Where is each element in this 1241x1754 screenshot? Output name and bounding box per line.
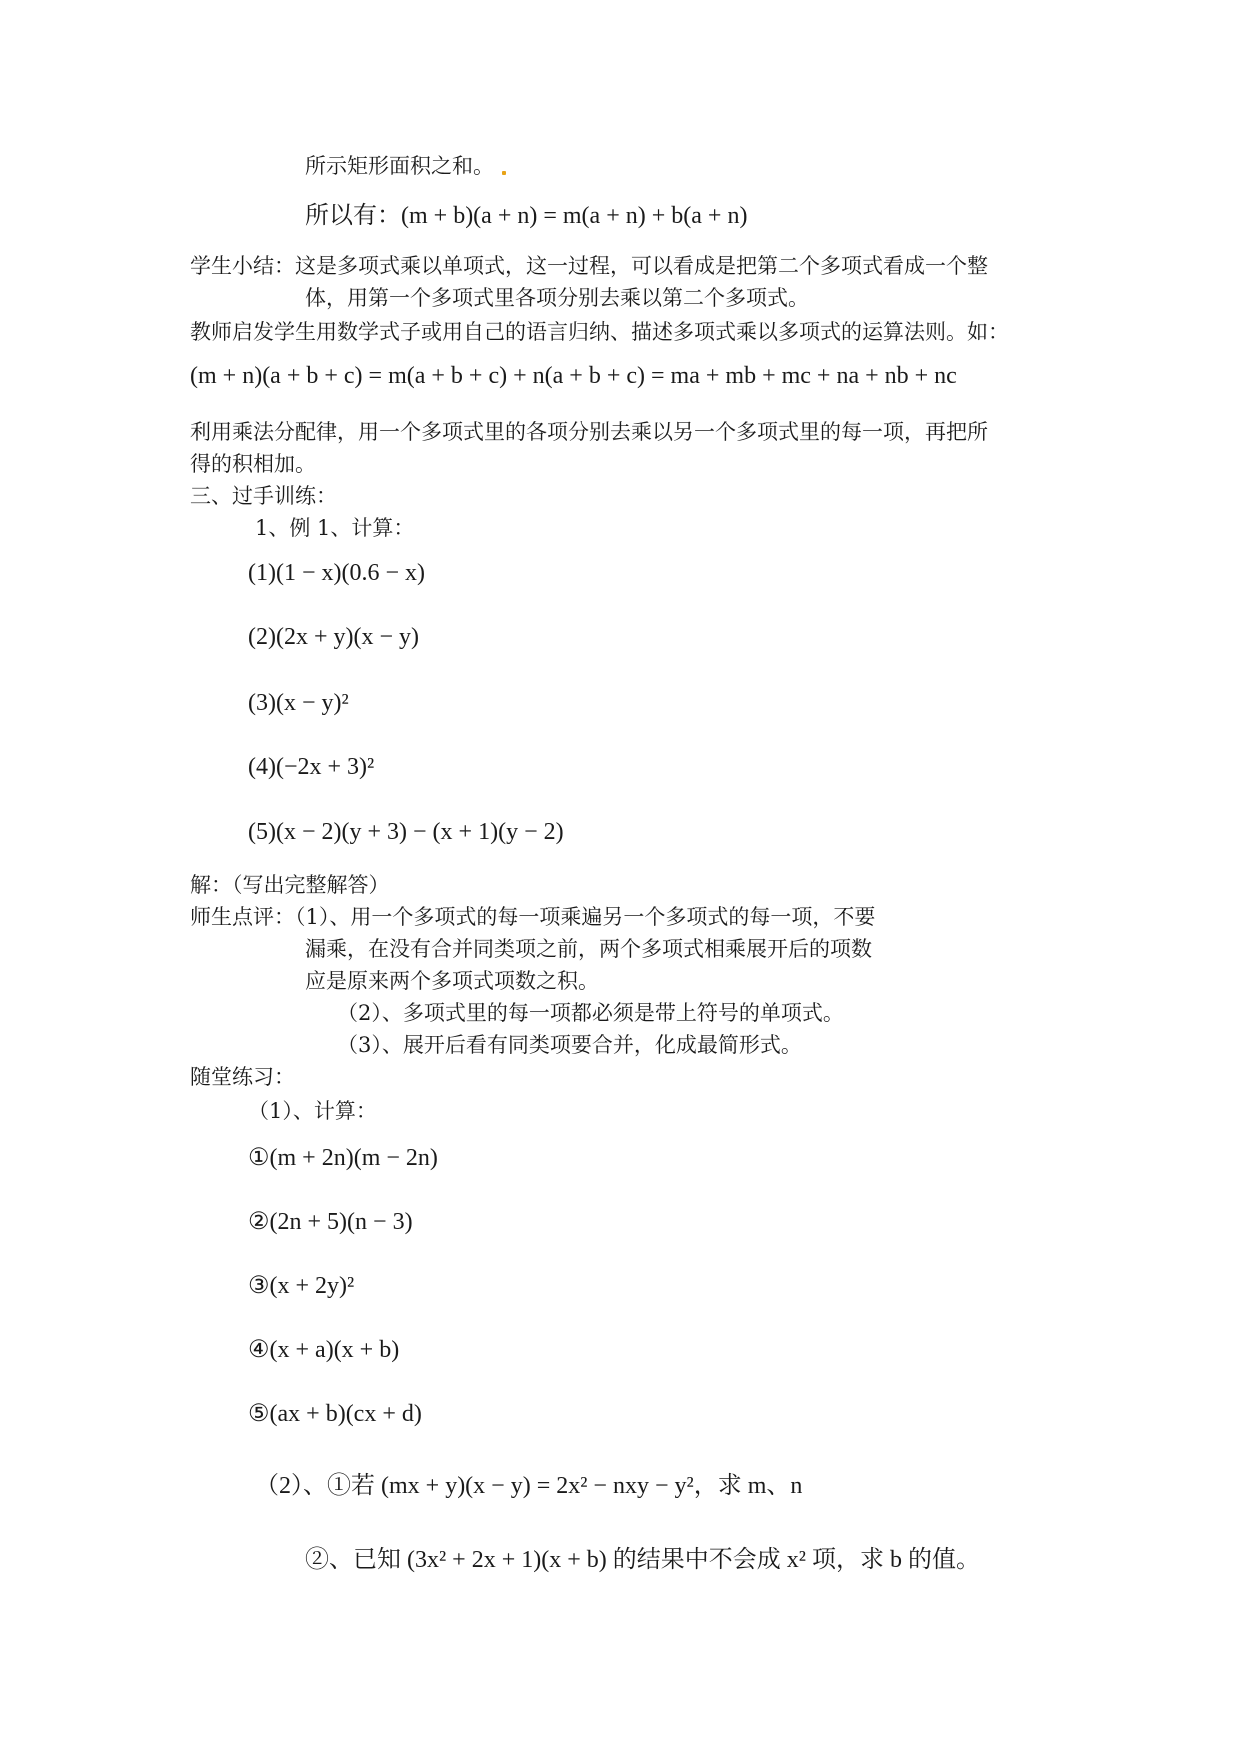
text-line: 漏乘，在没有合并同类项之前，两个多项式相乘展开后的项数 — [305, 937, 872, 961]
text-line: 解：（写出完整解答） — [190, 873, 390, 897]
formula-line: ②(2n + 5)(n − 3) — [248, 1209, 413, 1235]
text-line: （1）、计算： — [248, 1099, 377, 1123]
section-heading: 随堂练习： — [190, 1065, 295, 1089]
text-line: （2）、多项式里的每一项都必须是带上符号的单项式。 — [337, 1001, 844, 1025]
formula-line: ②、已知 (3x² + 2x + 1)(x + b) 的结果中不会成 x² 项，求 b 的值。 — [305, 1547, 980, 1573]
text-line: 学生小结：这是多项式乘以单项式，这一过程，可以看成是把第二个多项式看成一个整 — [190, 254, 988, 278]
formula-line: (1)(1 − x)(0.6 − x) — [248, 560, 426, 586]
text-line: （3）、展开后看有同类项要合并，化成最简形式。 — [337, 1033, 802, 1057]
text-line: 师生点评：（1）、用一个多项式的每一项乘遍另一个多项式的每一项，不要 — [190, 905, 876, 929]
section-heading: 三、过手训练： — [190, 484, 337, 508]
formula-line: ①(m + 2n)(m − 2n) — [248, 1145, 438, 1171]
highlight-mark — [502, 171, 506, 175]
formula-line: ⑤(ax + b)(cx + d) — [248, 1401, 422, 1427]
text-line: 所示矩形面积之和。 — [305, 152, 506, 180]
text-line: 应是原来两个多项式项数之积。 — [305, 969, 599, 993]
formula-line: (4)(−2x + 3)² — [248, 754, 375, 780]
formula-line: (3)(x − y)² — [248, 690, 349, 716]
formula-line: （2）、①若 (mx + y)(x − y) = 2x² − nxy − y²，求 m、n — [255, 1473, 803, 1499]
text-line: 教师启发学生用数学式子或用自己的语言归纳、描述多项式乘以多项式的运算法则。如： — [190, 320, 1009, 344]
text-line: 得的积相加。 — [190, 452, 316, 476]
formula-line: 所以有：(m + b)(a + n) = m(a + n) + b(a + n) — [305, 203, 748, 229]
text-line: 体，用第一个多项式里各项分别去乘以第二个多项式。 — [305, 286, 809, 310]
formula-line: (m + n)(a + b + c) = m(a + b + c) + n(a + b + c) = ma + mb + mc + na + nb + nc — [190, 363, 957, 389]
formula-line: (5)(x − 2)(y + 3) − (x + 1)(y − 2) — [248, 819, 564, 845]
text-line: 1、例 1、计算： — [255, 516, 415, 540]
formula-line: (2)(2x + y)(x − y) — [248, 624, 420, 650]
formula-line: ④(x + a)(x + b) — [248, 1337, 400, 1363]
text-line: 利用乘法分配律，用一个多项式里的各项分别去乘以另一个多项式里的每一项，再把所 — [190, 420, 988, 444]
formula-line: ③(x + 2y)² — [248, 1273, 355, 1299]
